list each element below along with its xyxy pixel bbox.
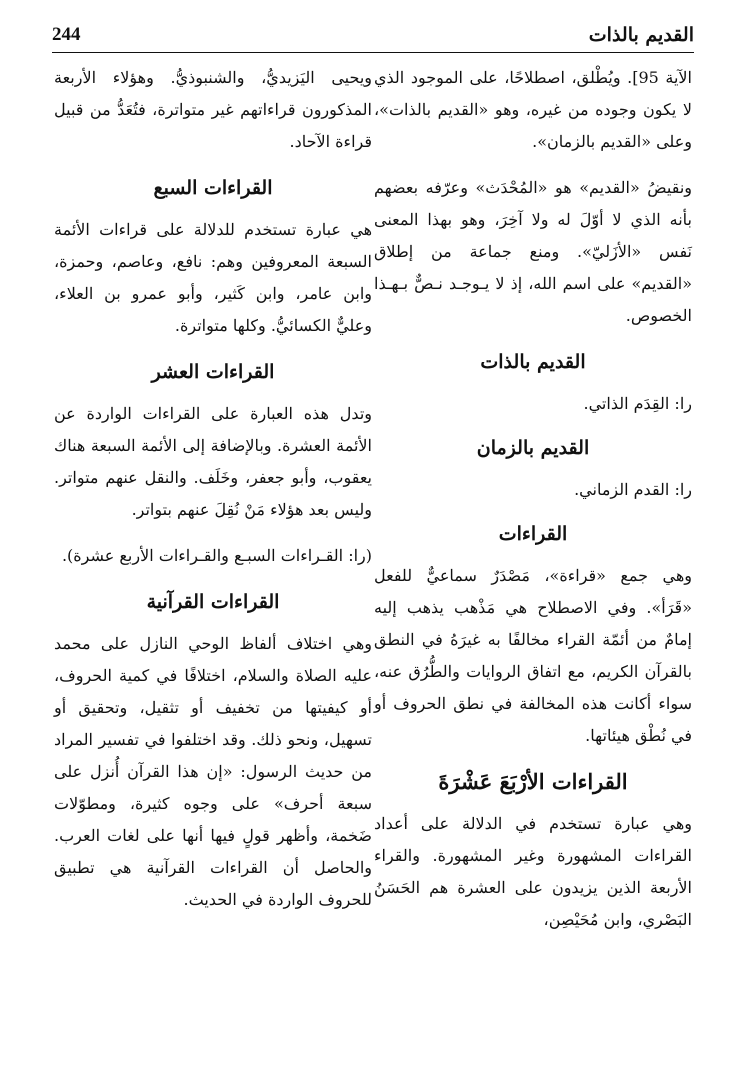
entry-heading-qiraat: القراءات (498, 523, 568, 545)
entry-heading-qadim-bil-zaman: القديم بالزمان (476, 437, 590, 459)
entry-heading-qiraat-quraniyya: القراءات القرآنية (146, 591, 280, 613)
cross-reference-qidam-zamani: را: القدم الزماني. (574, 480, 692, 499)
paragraph-qadim-definition: الآية 95]. ويُطْلق، اصطلاحًا، على الموجود الذي لا يكون وجوده من غيره، وهو «القديم بالذات»، وعلى «القديم بالزمان». (374, 68, 692, 151)
cross-reference-qiraat: (را: القـراءات السبـع والقـراءات الأربع عشرة). (61, 546, 372, 565)
right-column (374, 62, 692, 936)
left-column (54, 62, 372, 916)
entry-heading-qadim-bil-dhat: القديم بالذات (480, 351, 586, 373)
running-head (52, 22, 694, 53)
paragraph-qiraat-14: وهي عبارة تستخدم في الدلالة على أعداد القراءات المشهورة وغير المشهورة. والقراء الأربعة الذين يزيدون على العشرة هم الحَسَنُ البَصْري، وابن مُحَيْصِن، (374, 814, 692, 929)
paragraph-qiraat-sab: هي عبارة تستخدم للدلالة على قراءات الأئمة السبعة المعروفين وهم: نافع، وعاصم، وحمزة، وابن عامر، وابن كَثير، وأبو عمرو بن العلاء، وعليٌّ الكسائيُّ. وكلها متواترة. (54, 220, 372, 335)
paragraph-qiraat-14-continued: ويحيى اليَزيديُّ، والشنبوذيُّ. وهؤلاء الأربعة المذكورون قراءاتهم غير متواترة، فتُعَدُّ من قبيل قراءة الآحاد. (54, 68, 372, 151)
running-title: القديم بالذات (588, 24, 694, 46)
entry-heading-qiraat-14: القراءات الأرْبَعَ عَشْرَةَ (438, 769, 628, 794)
page-number: 244 (52, 24, 81, 45)
entry-heading-qiraat-ashr: القراءات العشر (151, 361, 275, 383)
paragraph-qadim-opposite: ونقيضُ «القديم» هو «المُحْدَث» وعرّفه بعضهم بأنه الذي لا أوّلَ له ولا آخِرَ، وهو بهذا المعنى نَفس «الأزَليّ». ومنع جماعة من إطلاق «القديم» على اسم الله، إذ لا يـوجـد نـصٌّ بـهـذا الخصوص. (374, 178, 692, 325)
paragraph-qiraat: وهي جمع «قراءة»، مَصْدَرٌ سماعيٌّ للفعل «قَرَأ». وفي الاصطلاح هي مَذْهب يذهب إليه إمامٌ من أئمّة القراء مخالفًا به غيرَهُ في النطق بالقرآن الكريم، مع اتفاق الروايات والطُّرُق عنه، سواء أكانت هذه المخالفة في نطق الحروف أو في نُطْق هيئاتها. (374, 566, 692, 745)
paragraph-qiraat-ashr: وتدل هذه العبارة على القراءات الواردة عن الأئمة العشرة. وبالإضافة إلى الأئمة السبعة هناك يعقوب، وأبو جعفر، وخَلَف. والنقل عنهم متواتر. وليس بعد هؤلاء مَنْ نُقِلَ عنهم بتواتر. (54, 404, 372, 519)
entry-heading-qiraat-sab: القراءات السبع (153, 177, 273, 199)
paragraph-qiraat-quraniyya: وهي اختلاف ألفاظ الوحي النازل على محمد عليه الصلاة والسلام، اختلافًا في كمية الحروف، أو كيفيتها من تخفيف أو تثقيل، وتحقيق أو تسهيل، ونحو ذلك. وقد اختلفوا في تفسير المراد من حديث الرسول: «إن هذا القرآن أُنزل على سبعة أحرف» على وجوه كثيرة، ومطوّلات ضَخمة، وأظهر قولٍ فيها أنها على لغات العرب. والحاصل أن القراءات القرآنية هي تطبيق للحروف الواردة في الحديث. (54, 634, 372, 909)
cross-reference-qidam-dhati: را: القِدَم الذاتي. (583, 394, 692, 413)
